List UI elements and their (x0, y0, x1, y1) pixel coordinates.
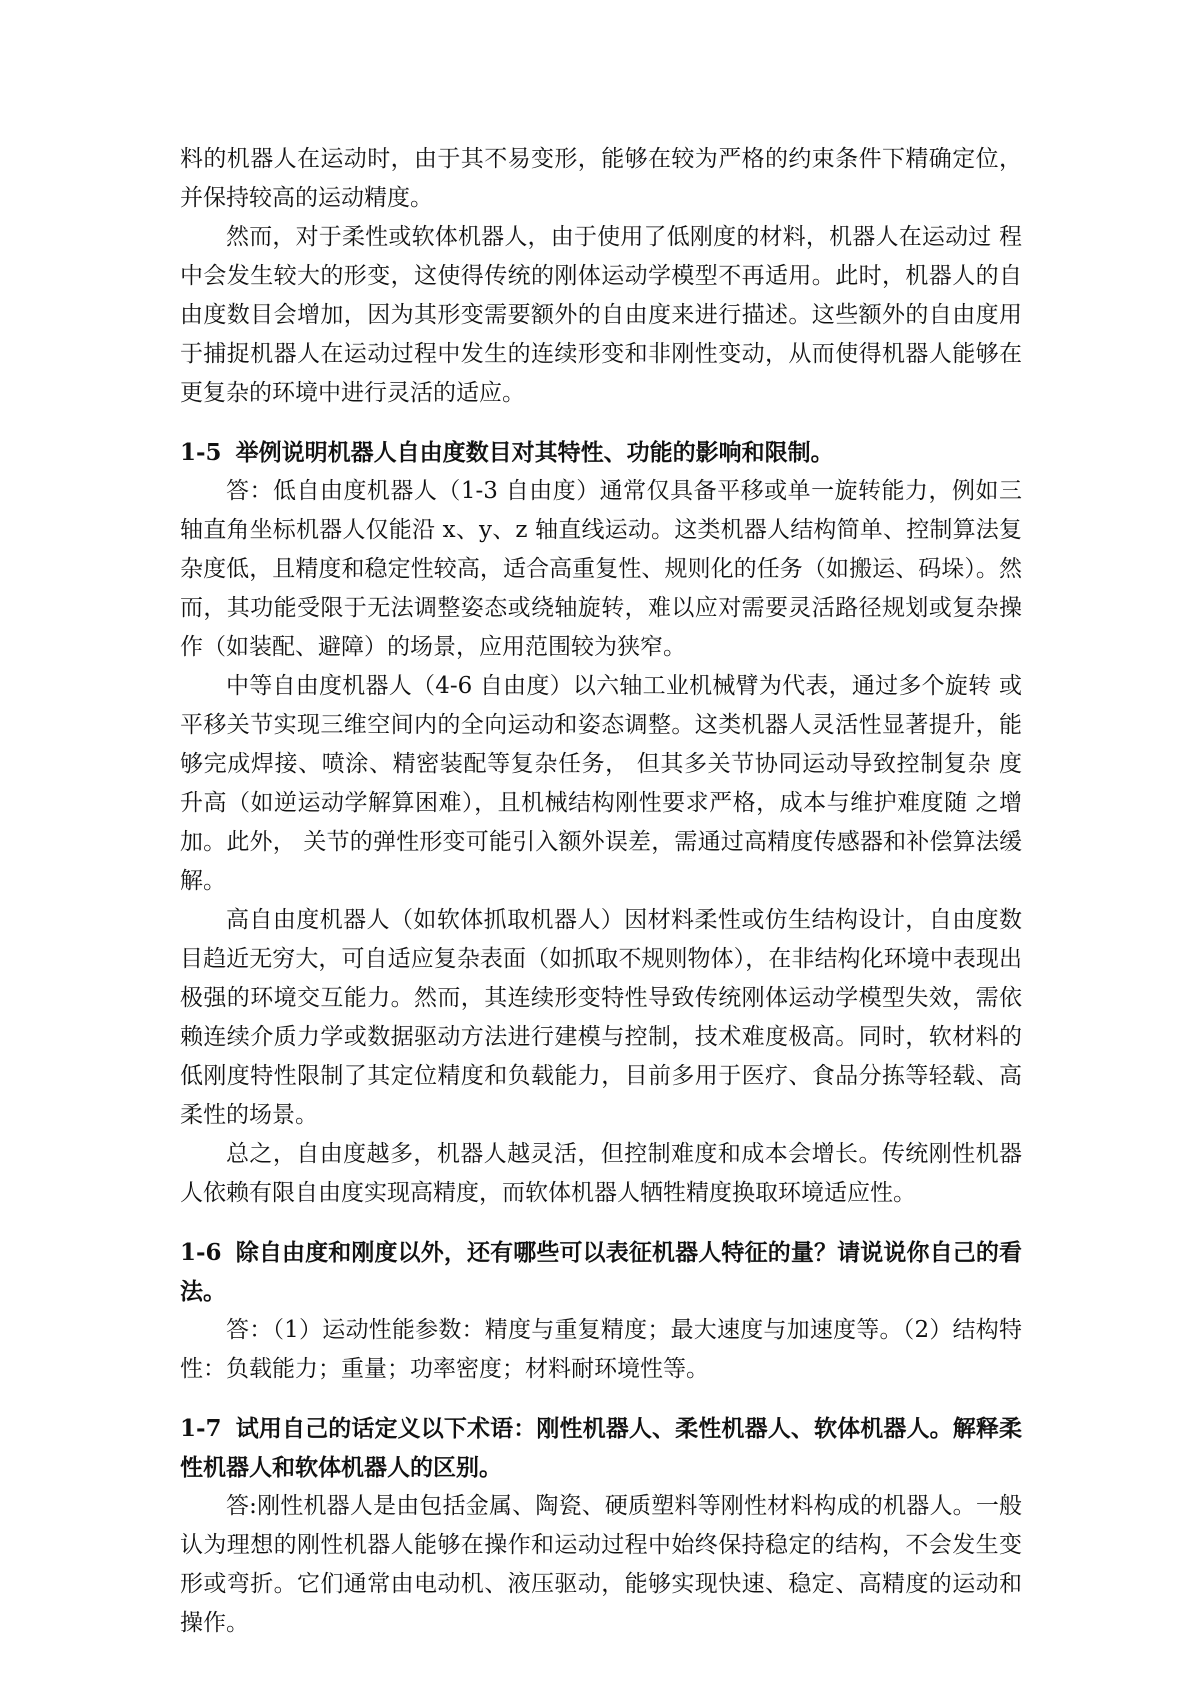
answer-paragraph: 总之，自由度越多，机器人越灵活，但控制难度和成本会增长。传统刚性机器人依赖有限自由度实现高精度，而软体机器人牺牲精度换取环境适应性。 (180, 1141, 1022, 1206)
answer-paragraph: 答：（1）运动性能参数：精度与重复精度；最大速度与加速度等。（2）结构特性：负载能力；重量；功率密度；材料耐环境性等。 (180, 1317, 1022, 1382)
intro-paragraph-continued: 料的机器人在运动时，由于其不易变形，能够在较为严格的约束条件下精确定位，并保持较高的运动精度。 (180, 146, 1022, 211)
question-1-6 (180, 1233, 1022, 1311)
document-page (180, 140, 1022, 1643)
question-1-7 (180, 1409, 1022, 1487)
question-title: 除自由度和刚度以外，还有哪些可以表征机器人特征的量？请说说你自己的看法。 (180, 1239, 1022, 1305)
answer-paragraph: 中等自由度机器人（4-6 自由度）以六轴工业机械臂为代表，通过多个旋转 或平移关节实现三维空间内的全向运动和姿态调整。这类机器人灵活性显著提升，能够完成焊接、喷涂、精密装配等复杂任务， 但其多关节协同运动导致控制复杂 度升高（如逆运动学解算困难），且机械结构刚性要求严格，成本与维护难度随 之增加。此外， 关节的弹性形变可能引入额外误差，需通过高精度传感器和补偿算法缓解。 (180, 673, 1022, 894)
answer-paragraph: 答：低自由度机器人（1-3 自由度）通常仅具备平移或单一旋转能力，例如三轴直角坐标机器人仅能沿 x、y、z 轴直线运动。这类机器人结构简单、控制算法复杂度低，且精度和稳定性较高，适合高重复性、规则化的任务（如搬运、码垛）。然而，其功能受限于无法调整姿态或绕轴旋转，难以应对需要灵活路径规划或复杂操作（如装配、避障）的场景，应用范围较为狭窄。 (180, 478, 1022, 660)
question-title: 举例说明机器人自由度数目对其特性、功能的影响和限制。 (235, 439, 834, 466)
intro-paragraph-soft-robots: 然而，对于柔性或软体机器人，由于使用了低刚度的材料，机器人在运动过 程中会发生较大的形变，这使得传统的刚体运动学模型不再适用。此时，机器人的自由度数目会增加，因为其形变需要额外的自由度来进行描述。这些额外的自由度用于捕捉机器人在运动过程中发生的连续形变和非刚性变动，从而使得机器人能够在更复杂的环境中进行灵活的适应。 (180, 224, 1022, 406)
answer-paragraph: 答:刚性机器人是由包括金属、陶瓷、硬质塑料等刚性材料构成的机器人。一般认为理想的刚性机器人能够在操作和运动过程中始终保持稳定的结构，不会发生变形或弯折。它们通常由电动机、液压驱动，能够实现快速、稳定、高精度的运动和操作。 (180, 1493, 1022, 1636)
question-1-5 (180, 433, 1022, 472)
question-number: 1-6 (180, 1239, 222, 1266)
question-number: 1-7 (180, 1415, 222, 1442)
question-title: 试用自己的话定义以下术语：刚性机器人、柔性机器人、软体机器人。解释柔性机器人和软体机器人的区别。 (180, 1415, 1022, 1481)
answer-paragraph: 高自由度机器人（如软体抓取机器人）因材料柔性或仿生结构设计，自由度数目趋近无穷大，可自适应复杂表面（如抓取不规则物体），在非结构化环境中表现出极强的环境交互能力。然而，其连续形变特性导致传统刚体运动学模型失效，需依赖连续介质力学或数据驱动方法进行建模与控制，技术难度极高。同时，软材料的低刚度特性限制了其定位精度和负载能力，目前多用于医疗、食品分拣等轻载、高柔性的场景。 (180, 907, 1022, 1128)
question-number: 1-5 (180, 439, 222, 466)
